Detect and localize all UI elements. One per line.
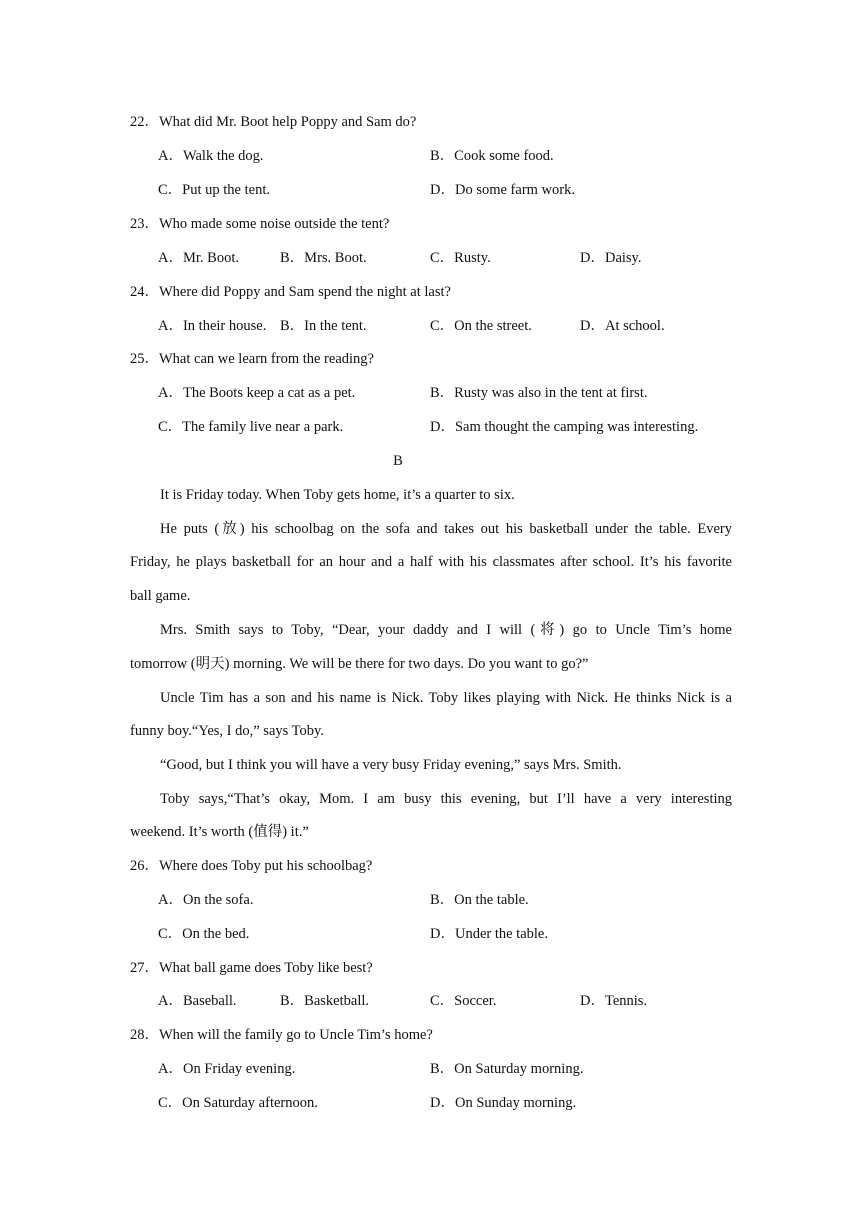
passage-paragraph-4-line-1: Uncle Tim has a son and his name is Nick. Toby likes playing with Nick. He thinks Nick is a <box>160 690 732 706</box>
passage-paragraph-2-line-3: ball game. <box>130 588 191 604</box>
question-27-option-c: C．Soccer. <box>430 993 497 1009</box>
question-25-option-c: C．The family live near a park. <box>158 419 344 435</box>
question-23-stem: 23．Who made some noise outside the tent? <box>130 216 390 232</box>
passage-paragraph-2-line-1: He puts (放) his schoolbag on the sofa and takes out his basketball under the table. Every <box>160 521 732 537</box>
question-26-option-b: B．On the table. <box>430 892 529 908</box>
question-26-option-d: D．Under the table. <box>430 926 548 942</box>
question-28-option-d: D．On Sunday morning. <box>430 1095 577 1111</box>
question-22-option-c: C．Put up the tent. <box>158 182 270 198</box>
question-26-stem: 26．Where does Toby put his schoolbag? <box>130 858 373 874</box>
question-23-option-c: C．Rusty. <box>430 250 491 266</box>
question-22-option-a: A．Walk the dog. <box>158 148 264 164</box>
question-24-option-a: A．In their house. <box>158 318 267 334</box>
passage-paragraph-4-line-2: funny boy.“Yes, I do,” says Toby. <box>130 723 324 739</box>
question-27-option-a: A．Baseball. <box>158 993 237 1009</box>
passage-paragraph-5: “Good, but I think you will have a very busy Friday evening,” says Mrs. Smith. <box>160 757 622 773</box>
passage-paragraph-6-line-1: Toby says,“That’s okay, Mom. I am busy this evening, but I’ll have a very interesting <box>160 791 732 807</box>
question-24-stem: 24．Where did Poppy and Sam spend the night at last? <box>130 284 451 300</box>
passage-paragraph-2-line-2: Friday, he plays basketball for an hour and a half with his classmates after school. It’s his favorite <box>130 554 732 570</box>
question-25-option-b: B．Rusty was also in the tent at first. <box>430 385 648 401</box>
question-26-option-a: A．On the sofa. <box>158 892 254 908</box>
question-25-option-d: D．Sam thought the camping was interesting. <box>430 419 699 435</box>
passage-paragraph-6-line-2: weekend. It’s worth (值得) it.” <box>130 824 309 840</box>
question-23-option-d: D．Daisy. <box>580 250 642 266</box>
passage-paragraph-3-line-1: Mrs. Smith says to Toby, “Dear, your daddy and I will (将) go to Uncle Tim’s home <box>160 622 732 638</box>
question-27-option-b: B．Basketball. <box>280 993 370 1009</box>
question-23-option-a: A．Mr. Boot. <box>158 250 239 266</box>
question-27-option-d: D．Tennis. <box>580 993 648 1009</box>
question-28-option-b: B．On Saturday morning. <box>430 1061 584 1077</box>
question-26-option-c: C．On the bed. <box>158 926 250 942</box>
question-24-option-c: C．On the street. <box>430 318 532 334</box>
section-b-heading: B <box>393 453 403 469</box>
question-22-option-d: D．Do some farm work. <box>430 182 575 198</box>
passage-paragraph-3-line-2: tomorrow (明天) morning. We will be there for two days. Do you want to go?” <box>130 656 589 672</box>
question-25-stem: 25．What can we learn from the reading? <box>130 351 374 367</box>
question-22-option-b: B．Cook some food. <box>430 148 554 164</box>
question-23-option-b: B．Mrs. Boot. <box>280 250 367 266</box>
question-27-stem: 27．What ball game does Toby like best? <box>130 960 373 976</box>
question-24-option-d: D．At school. <box>580 318 665 334</box>
question-28-option-c: C．On Saturday afternoon. <box>158 1095 318 1111</box>
question-24-option-b: B．In the tent. <box>280 318 367 334</box>
question-22-stem: 22．What did Mr. Boot help Poppy and Sam do? <box>130 114 417 130</box>
question-25-option-a: A．The Boots keep a cat as a pet. <box>158 385 356 401</box>
question-28-option-a: A．On Friday evening. <box>158 1061 296 1077</box>
question-28-stem: 28．When will the family go to Uncle Tim’s home? <box>130 1027 433 1043</box>
passage-paragraph-1: It is Friday today. When Toby gets home, it’s a quarter to six. <box>160 487 515 503</box>
